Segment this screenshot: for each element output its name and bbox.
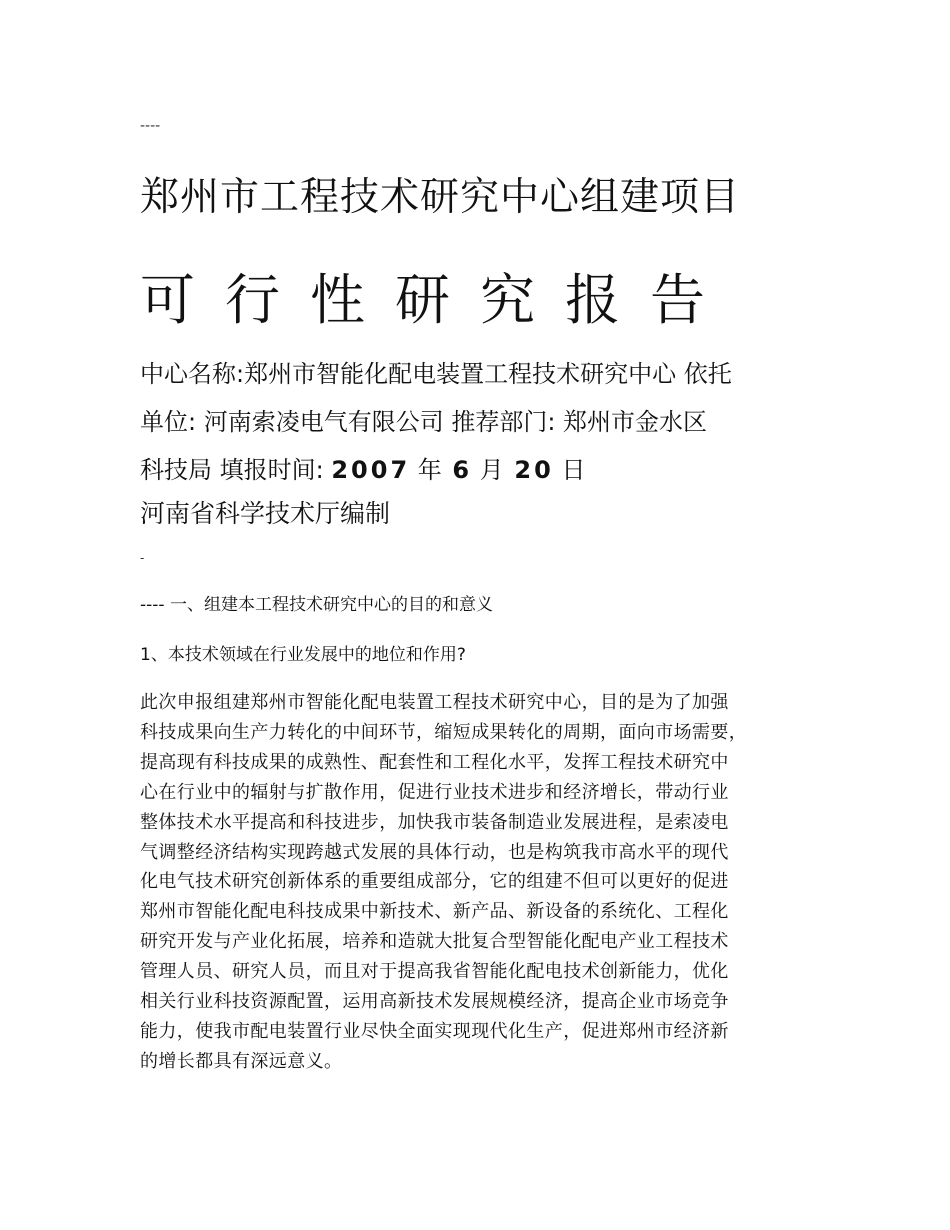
document-title: 郑州市工程技术研究中心组建项目 (140, 175, 741, 220)
body-line: 郑州市智能化配电科技成果中新技术、新产品、新设备的系统化、工程化 (140, 901, 729, 923)
body-line: 研究开发与产业化拓展，培养和造就大批复合型智能化配电产业工程技术 (140, 931, 729, 953)
fill-date-prefix: 科技局 填报时间: (140, 456, 332, 484)
body-line: 相关行业科技资源配置，运用高新技术发展规模经济，提高企业市场竞争 (140, 991, 729, 1013)
info-line-fill-date (140, 446, 820, 494)
body-line: 整体技术水平提高和科技进步，加快我市装备制造业发展进程，是索凌电 (140, 811, 729, 833)
body-line: 科技成果向生产力转化的中间环节，缩短成果转化的周期，面向市场需要， (140, 721, 748, 743)
fill-day-unit: 日 (561, 456, 589, 484)
body-line: 心在行业中的辐射与扩散作用，促进行业技术进步和经济增长，带动行业 (140, 781, 729, 803)
body-line: 能力，使我市配电装置行业尽快全面实现现代化生产，促进郑州市经济新 (140, 1020, 729, 1042)
separator-dash: - (140, 551, 145, 565)
body-line: 的增长都具有深远意义。 (140, 1050, 343, 1072)
body-line: 化电气技术研究创新体系的重要组成部分，它的组建不但可以更好的促进 (140, 871, 729, 893)
fill-year-unit: 年 (417, 456, 445, 484)
body-paragraph (140, 688, 830, 1077)
body-line: 管理人员、研究人员，而且对于提高我省智能化配电技术创新能力，优化 (140, 961, 729, 983)
info-block (140, 350, 820, 494)
body-line: 此次申报组建郑州市智能化配电装置工程技术研究中心，目的是为了加强 (140, 692, 729, 713)
section-heading (140, 590, 493, 615)
report-title: 可行性研究报告 (140, 268, 736, 332)
info-line-center-name: 中心名称:郑州市智能化配电装置工程技术研究中心 依托 (140, 360, 732, 388)
section-dash-marker: ---- (140, 595, 165, 615)
body-line: 气调整经济结构实现跨越式发展的具体行动，也是构筑我市高水平的现代 (140, 841, 729, 863)
fill-month: 6 (452, 456, 473, 484)
info-line-unit-department: 单位: 河南索凌电气有限公司 推荐部门: 郑州市金水区 (140, 408, 708, 436)
fill-day: 20 (514, 456, 554, 484)
section-heading-text: 一、组建本工程技术研究中心的目的和意义 (169, 595, 493, 615)
fill-year: 2007 (331, 456, 411, 484)
body-line: 提高现有科技成果的成熟性、配套性和工程化水平，发挥工程技术研究中 (140, 751, 729, 773)
fill-month-unit: 月 (479, 456, 507, 484)
compiler-line: 河南省科学技术厅编制 (140, 499, 391, 528)
top-dash-marker: ---- (140, 118, 161, 134)
subsection-heading: 1、本技术领域在行业发展中的地位和作用? (140, 645, 466, 665)
